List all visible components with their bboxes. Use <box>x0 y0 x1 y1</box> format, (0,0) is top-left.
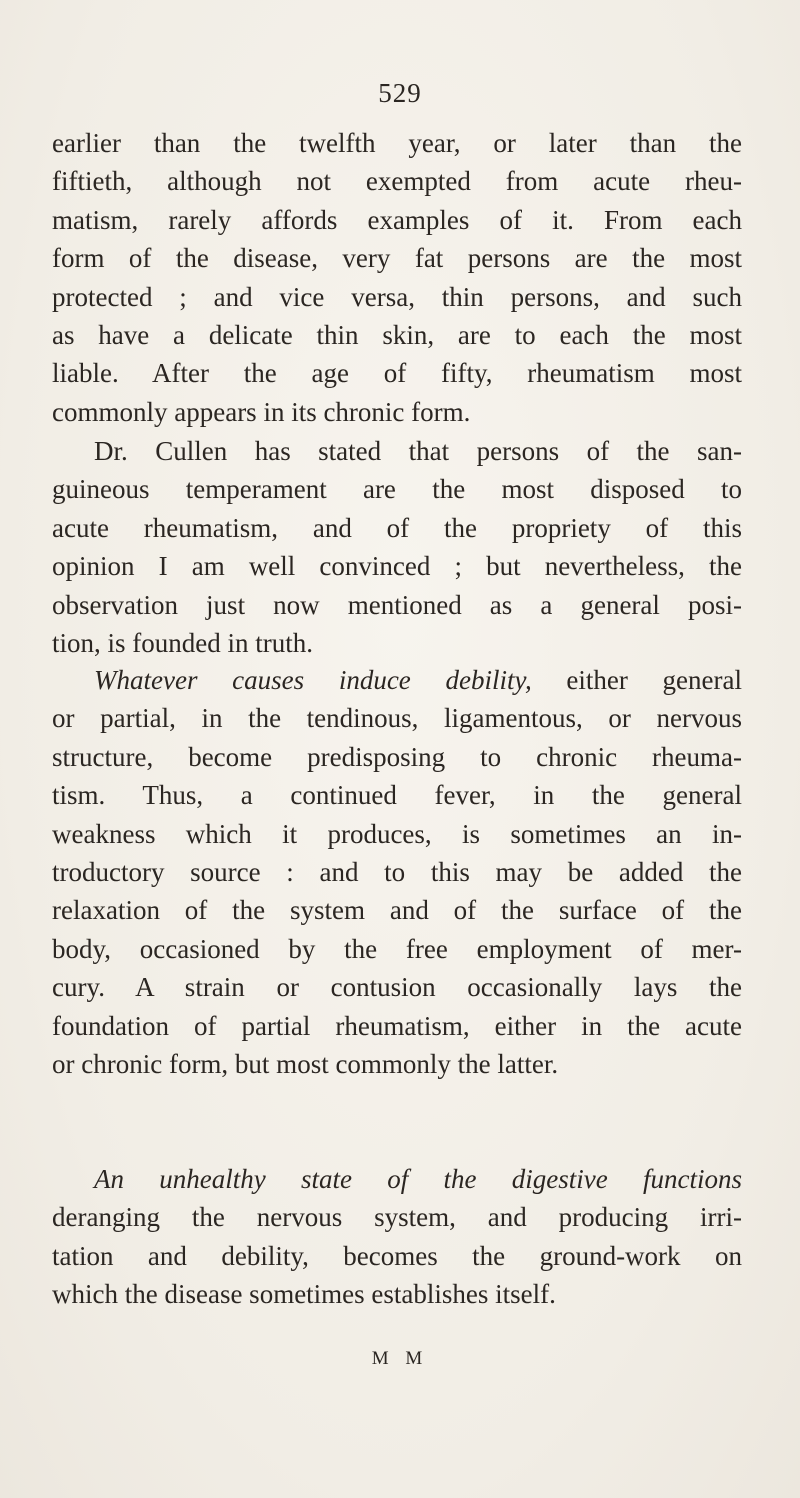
paragraph-1 <box>52 124 742 431</box>
text-line: fiftieth, although not exempted from acute rheu- <box>52 166 742 197</box>
text-line: or partial, in the tendinous, ligamentous, or nervous <box>52 703 742 734</box>
text-line: earlier than the twelfth year, or later than the <box>52 128 742 158</box>
text-line: tation and debility, becomes the ground-work on <box>52 1240 742 1271</box>
text-line: structure, become predisposing to chronic rheuma- <box>52 741 742 772</box>
text-line: matism, rarely affords examples of it. From each <box>52 204 742 235</box>
paragraph-3 <box>52 661 742 1083</box>
text-line: relaxation of the system and of the surface of the <box>52 895 742 926</box>
text-line: acute rheumatism, and of the propriety of this <box>52 512 742 543</box>
text-line: commonly appears in its chronic form. <box>52 396 471 427</box>
text-line: cury. A strain or contusion occasionally lays the <box>52 972 742 1003</box>
text-line: guineous temperament are the most disposed to <box>52 474 742 505</box>
signature-mark: M M <box>371 1348 429 1369</box>
paragraph-4 <box>52 1160 742 1314</box>
text-line: as have a delicate thin skin, are to each the most <box>52 320 742 351</box>
italic-lead: Whatever causes induce debility, <box>94 665 532 695</box>
text-line: tism. Thus, a continued fever, in the general <box>52 780 742 811</box>
page-number: 529 <box>378 78 422 108</box>
text-line: weakness which it produces, is sometimes an in- <box>52 818 742 849</box>
text-line: or chronic form, but most commonly the latter. <box>52 1049 559 1080</box>
italic-lead: An unhealthy state of the digestive functions <box>94 1164 742 1194</box>
text-line: observation just now mentioned as a general posi- <box>52 589 742 620</box>
text-line: Dr. Cullen has stated that persons of the san- <box>94 436 742 466</box>
text-line: form of the disease, very fat persons are the most <box>52 243 742 274</box>
text-line: body, occasioned by the free employment of mer- <box>52 933 742 964</box>
text-line: troductory source : and to this may be added the <box>52 857 742 888</box>
text-line: tion, is founded in truth. <box>52 628 313 659</box>
text-line: liable. After the age of fifty, rheumatism most <box>52 358 742 389</box>
text-line: deranging the nervous system, and producing irri- <box>52 1202 742 1233</box>
text-line: protected ; and vice versa, thin persons, and such <box>52 281 742 312</box>
text-line: foundation of partial rheumatism, either in the acute <box>52 1010 742 1041</box>
paragraph-2 <box>52 432 742 662</box>
text-line <box>52 661 742 699</box>
text-line: opinion I am well convinced ; but nevertheless, the <box>52 551 742 582</box>
text-line: which the disease sometimes establishes itself. <box>52 1279 556 1310</box>
lead-rest: either general <box>531 665 743 695</box>
